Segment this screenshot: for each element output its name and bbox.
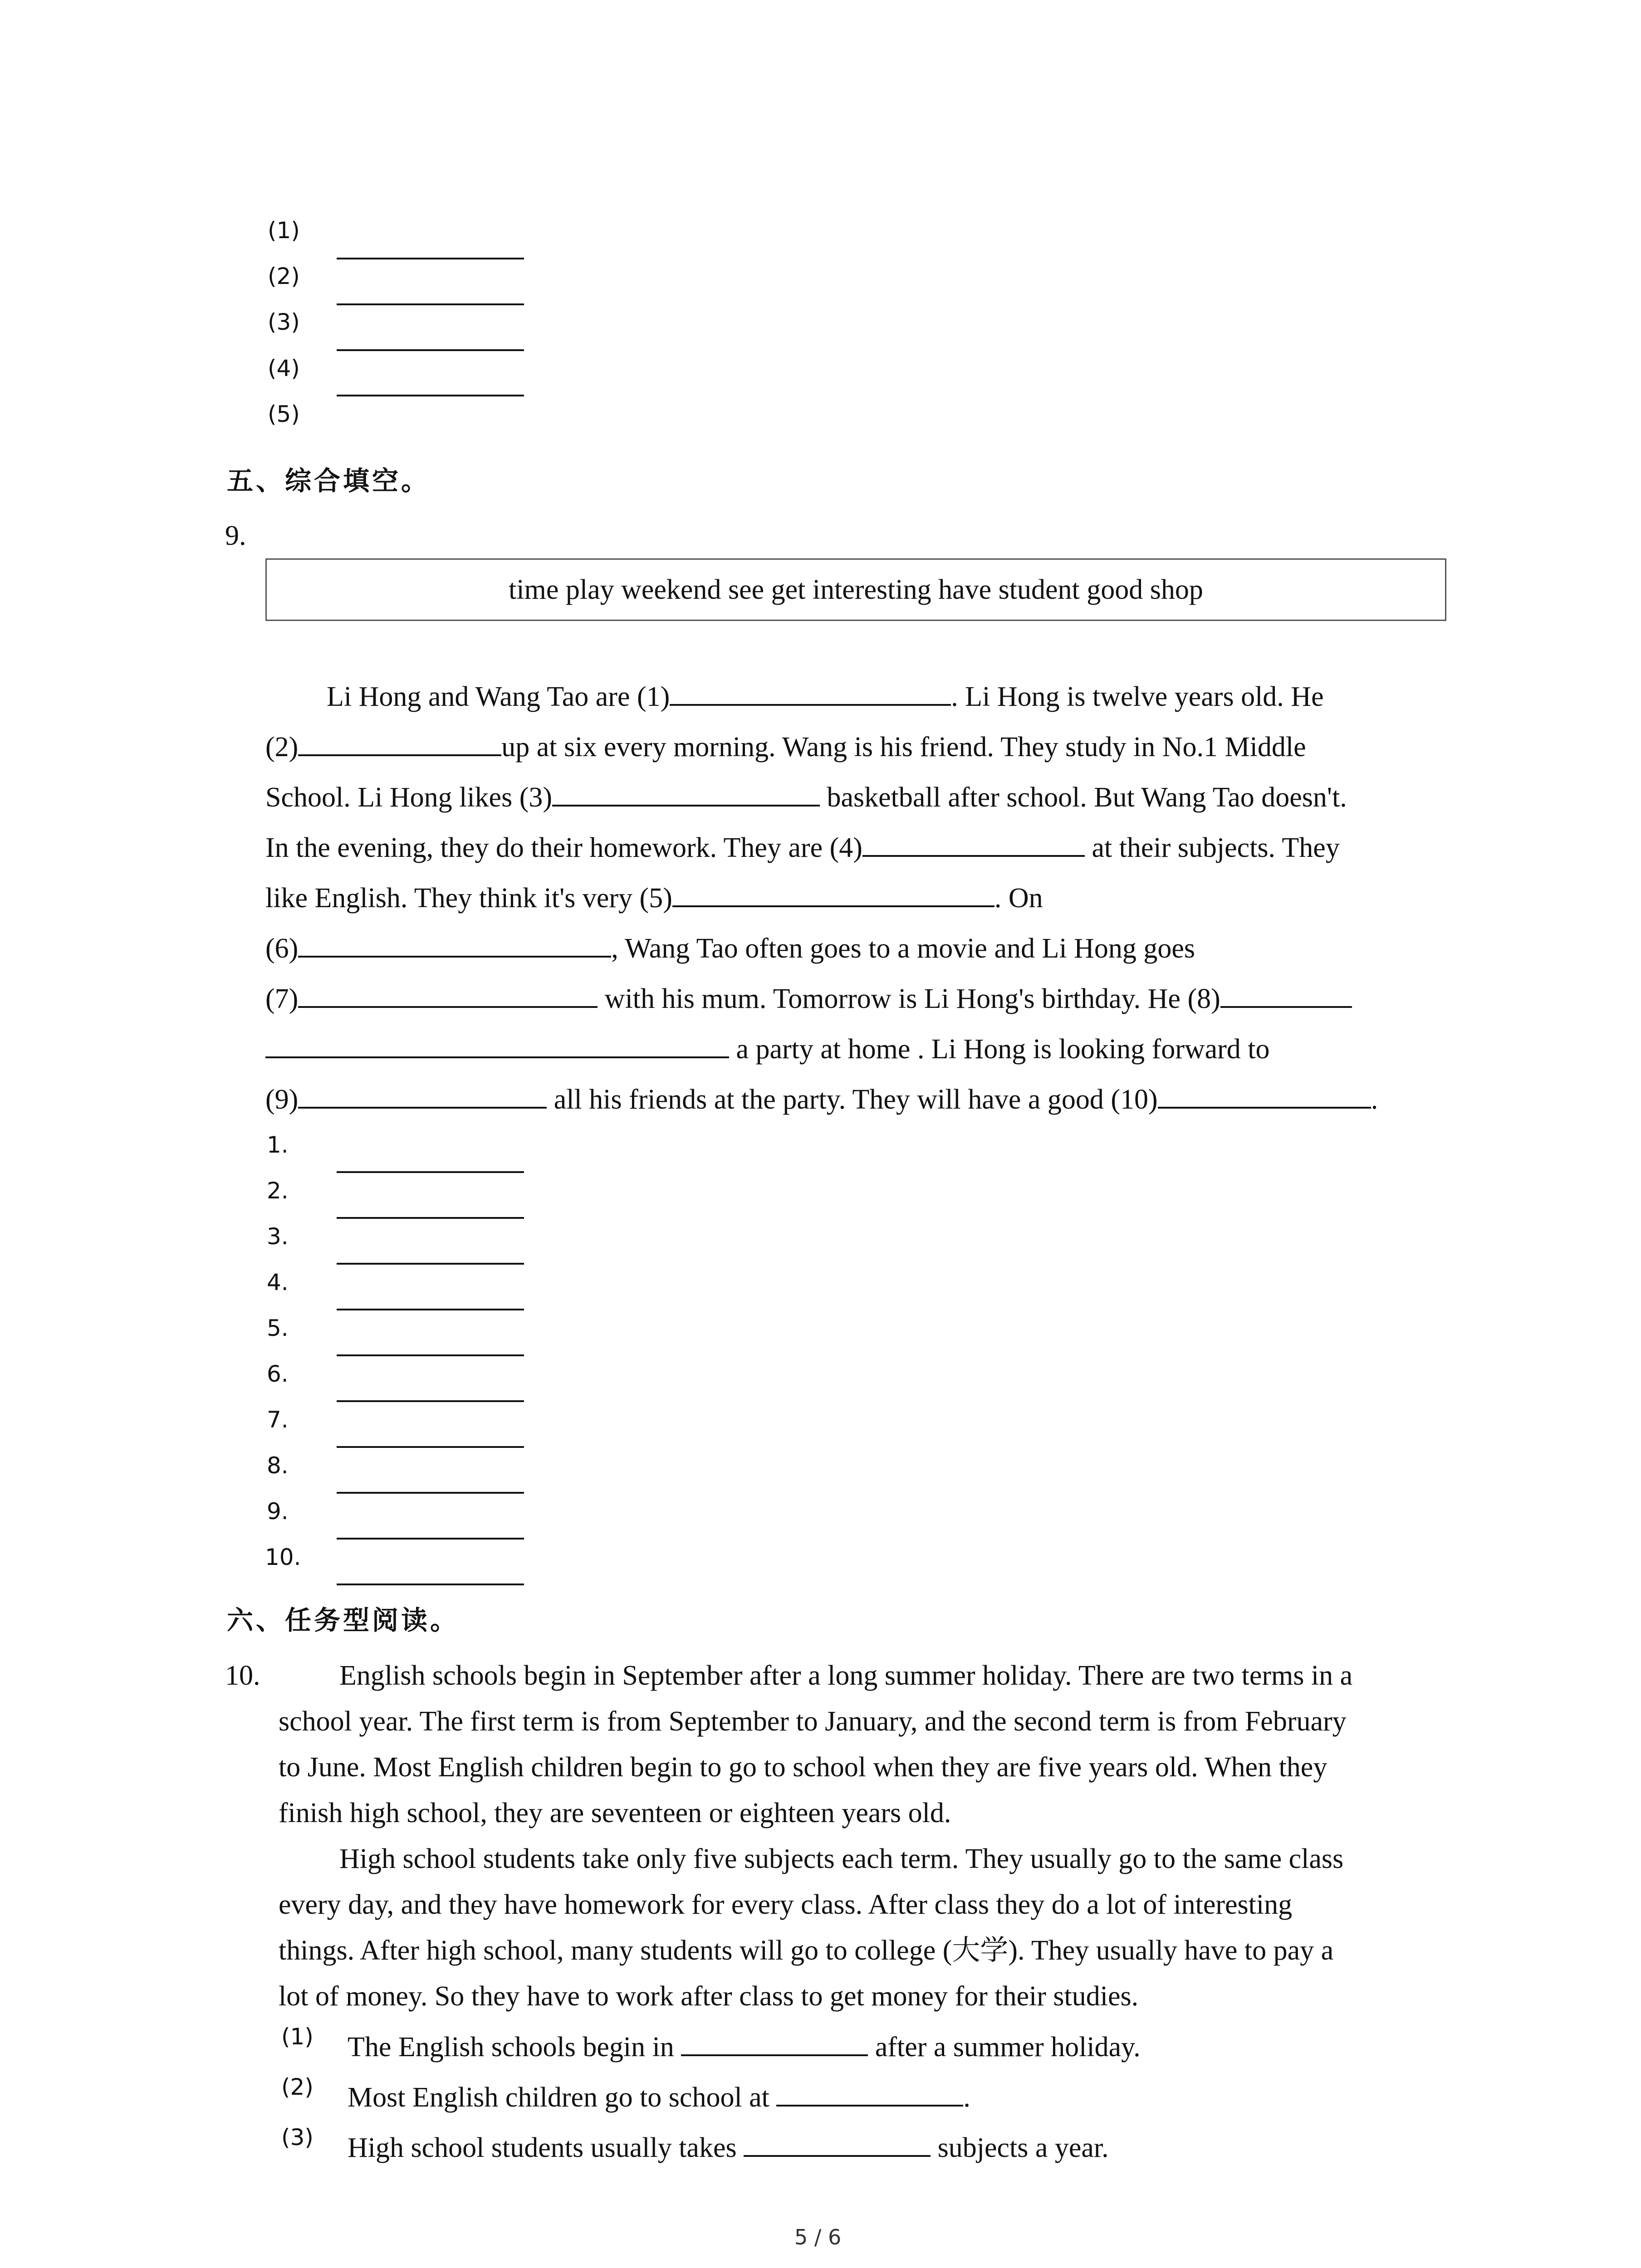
- passage-line: (7) with his mum. Tomorrow is Li Hong's birthday. He (8): [265, 981, 1352, 1015]
- question-number: 10.: [225, 1660, 260, 1691]
- blank-3[interactable]: [552, 779, 820, 807]
- answer-blank[interactable]: [337, 1400, 524, 1402]
- passage-line: like English. They think it's very (5) . On: [265, 880, 1043, 914]
- answer-blank[interactable]: [337, 258, 524, 259]
- section-title: 五、综合填空。: [227, 465, 431, 496]
- blank-1[interactable]: [670, 679, 951, 706]
- answer-label: 4.: [267, 1269, 289, 1295]
- passage-line: (2) up at six every morning. Wang is his friend. They study in No.1 Middle: [265, 729, 1306, 763]
- page-number: 5 / 6: [794, 2225, 842, 2249]
- answer-label: 1.: [267, 1132, 289, 1158]
- blank-4[interactable]: [862, 830, 1085, 857]
- blank-8a[interactable]: [1220, 981, 1352, 1008]
- blank-8b[interactable]: [265, 1031, 729, 1058]
- answer-label: (5): [268, 401, 300, 427]
- answer-blank[interactable]: [337, 1309, 524, 1310]
- answer-blank[interactable]: [337, 1217, 524, 1219]
- passage-line: Li Hong and Wang Tao are (1) . Li Hong is twelve years old. He: [327, 679, 1324, 713]
- question-blank[interactable]: [744, 2130, 931, 2157]
- passage-line: every day, and they have homework for every class. After class they do a lot of interesting: [279, 1889, 1293, 1920]
- passage-line: In the evening, they do their homework. They are (4) at their subjects. They: [265, 830, 1340, 864]
- word-box-text: time play weekend see get interesting have student good shop: [509, 574, 1203, 605]
- passage-line: English schools begin in September after a long summer holiday. There are two terms in a: [339, 1660, 1353, 1691]
- answer-label: (4): [268, 355, 300, 381]
- answer-label: 8.: [267, 1452, 289, 1479]
- passage-line: school year. The first term is from September to January, and the second term is from February: [279, 1706, 1347, 1737]
- answer-blank[interactable]: [337, 349, 524, 351]
- blank-6[interactable]: [298, 930, 611, 958]
- answer-label: 2.: [267, 1178, 289, 1204]
- answer-blank[interactable]: [337, 1538, 524, 1540]
- answer-label: (3): [268, 309, 300, 335]
- answer-blank[interactable]: [337, 1263, 524, 1265]
- passage-line: (9) all his friends at the party. They will have a good (10) .: [265, 1081, 1378, 1116]
- passage-line: a party at home . Li Hong is looking forward to: [265, 1031, 1270, 1066]
- passage-line: High school students take only five subjects each term. They usually go to the same class: [339, 1843, 1344, 1874]
- passage-line: School. Li Hong likes (3) basketball after school. But Wang Tao doesn't.: [265, 779, 1347, 814]
- passage-line: lot of money. So they have to work after class to get money for their studies.: [279, 1981, 1139, 2012]
- answer-label: (1): [268, 217, 300, 244]
- answer-blank[interactable]: [337, 395, 524, 396]
- section-title: 六、任务型阅读。: [227, 1605, 460, 1636]
- answer-blank[interactable]: [337, 1492, 524, 1494]
- passage-line: (6) , Wang Tao often goes to a movie and Li Hong goes: [265, 930, 1195, 965]
- question-text: Most English children go to school at .: [348, 2079, 970, 2114]
- answer-label: 10.: [265, 1544, 301, 1570]
- question-text: High school students usually takes subjects a year.: [348, 2130, 1109, 2164]
- answer-label: (2): [268, 263, 300, 289]
- passage-line: finish high school, they are seventeen or eighteen years old.: [279, 1798, 951, 1828]
- answer-blank[interactable]: [337, 1354, 524, 1356]
- question-text: The English schools begin in after a summer holiday.: [348, 2029, 1141, 2063]
- passage-line: to June. Most English children begin to go to school when they are five years old. When they: [279, 1752, 1327, 1783]
- blank-10[interactable]: [1158, 1081, 1371, 1109]
- blank-9[interactable]: [298, 1081, 547, 1109]
- answer-blank[interactable]: [337, 1584, 524, 1585]
- question-blank[interactable]: [681, 2029, 868, 2056]
- passage-line: things. After high school, many students will go to college (大学). They usually have to pay a: [279, 1935, 1334, 1966]
- question-label: (2): [281, 2074, 314, 2100]
- question-label: (3): [281, 2124, 314, 2151]
- answer-blank[interactable]: [337, 1446, 524, 1448]
- question-label: (1): [281, 2024, 314, 2050]
- answer-blank[interactable]: [337, 1171, 524, 1173]
- answer-label: 6.: [267, 1361, 289, 1387]
- question-number: 9.: [225, 520, 246, 551]
- question-blank[interactable]: [776, 2079, 963, 2107]
- word-box: [265, 558, 1446, 621]
- answer-label: 7.: [267, 1407, 289, 1433]
- answer-label: 5.: [267, 1315, 289, 1341]
- blank-2[interactable]: [298, 729, 501, 756]
- answer-blank[interactable]: [337, 303, 524, 305]
- blank-5[interactable]: [672, 880, 994, 907]
- answer-label: 9.: [267, 1498, 289, 1525]
- answer-label: 3.: [267, 1223, 289, 1250]
- blank-7[interactable]: [298, 981, 598, 1008]
